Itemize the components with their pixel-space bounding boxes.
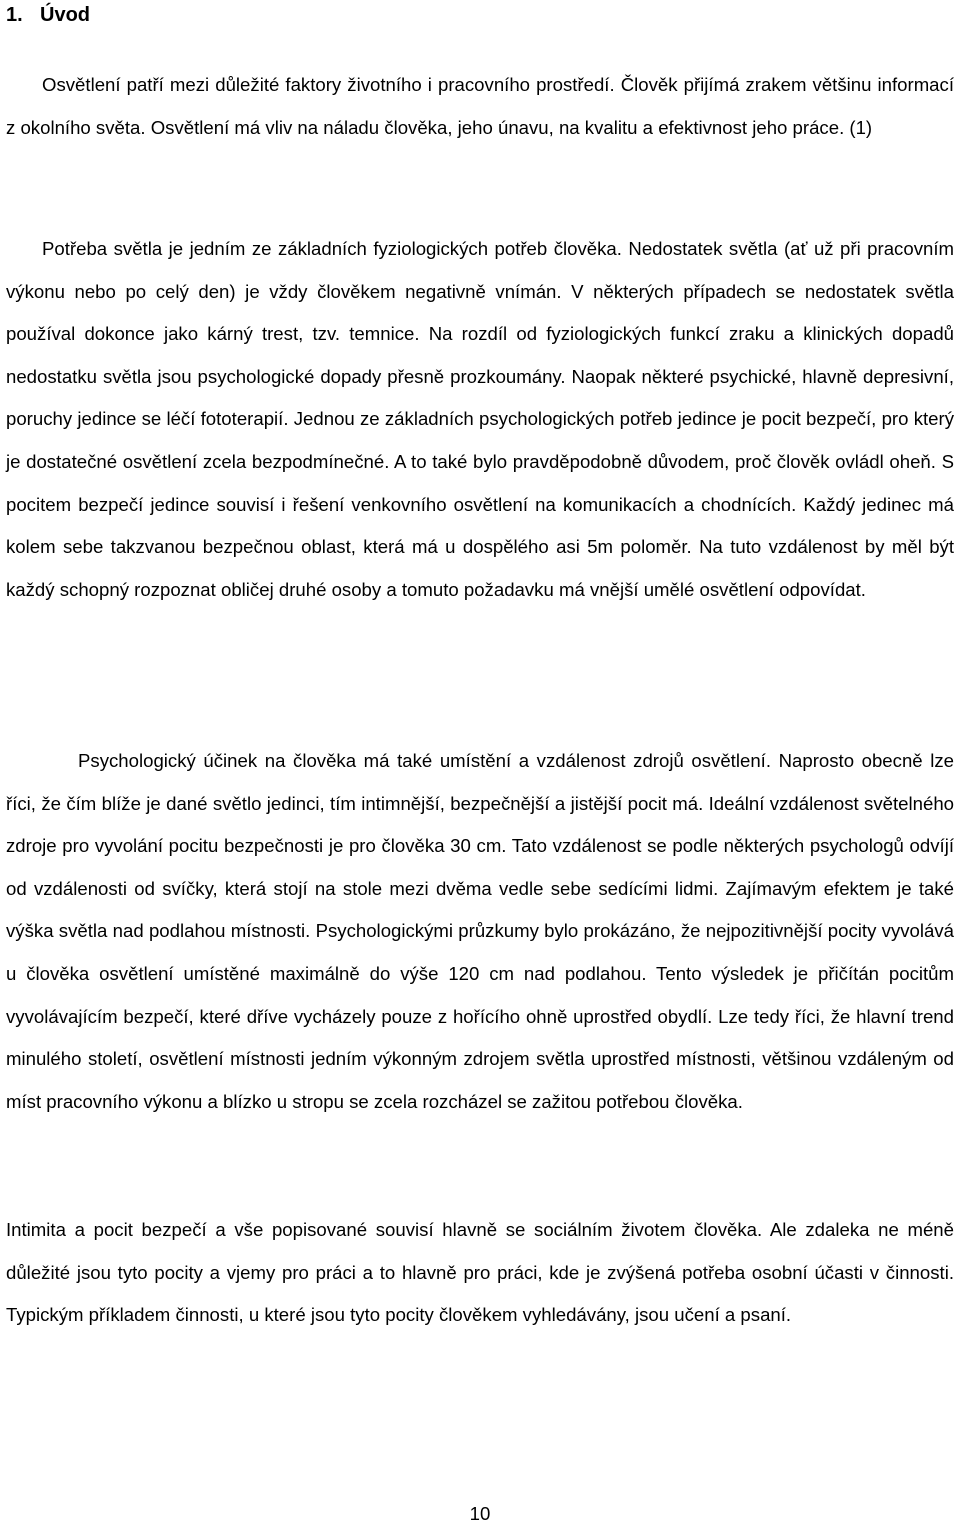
page-number: 10 xyxy=(469,1503,491,1524)
paragraph-light-needs: Potřeba světla je jedním ze základních fyziologických potřeb člověka. Nedostatek světla (ať už při pracovním výkonu nebo po celý den) je vždy člověkem negativně vnímán. V některých případech se nedostatek světla používal dokonce jako kárný trest, tzv. temnice. Na rozdíl od fyziologických funkcí zraku a klinických dopadů nedostatku světla jsou psychologické dopady přesně prozkoumány. Naopak některé psychické, hlavně depresivní, poruchy jedince se léčí fototerapií. Jednou ze základních psychologických potřeb jedince je pocit bezpečí, pro který je dostatečné osvětlení zcela bezpodmínečné. A to také bylo pravděpodobně důvodem, proč člověk ovládl oheň. S pocitem bezpečí jedince souvisí i řešení venkovního osvětlení na komunikacích a chodnících. Každý jedinec má kolem sebe takzvanou bezpečnou oblast, která má u dospělého asi 5m poloměr. Na tuto vzdálenost by měl být každý schopný rozpoznat obličej druhé osoby a tomuto požadavku má vnější umělé osvětlení odpovídat. xyxy=(6,238,954,600)
paragraph-intro: Osvětlení patří mezi důležité faktory životního i pracovního prostředí. Člověk přijímá zrakem většinu informací z okolního světa. Osvětlení má vliv na náladu člověka, jeho únavu, na kvalitu a efektivnost jeho práce. (1) xyxy=(6,74,954,138)
section-number: 1. xyxy=(6,4,23,26)
section-title: Úvod xyxy=(40,4,90,26)
paragraph-intimacy: Intimita a pocit bezpečí a vše popisované souvisí hlavně se sociálním životem člověka. Ale zdaleka ne méně důležité jsou tyto pocity a vjemy pro práci a to hlavně pro práci, kde je zvýšená potřeba osobní účasti v činnosti. Typickým příkladem činnosti, u které jsou tyto pocity člověkem vyhledávány, jsou učení a psaní. xyxy=(6,1219,954,1326)
section-heading xyxy=(6,2,90,28)
paragraph-psychological-effect: Psychologický účinek na člověka má také umístění a vzdálenost zdrojů osvětlení. Naprosto obecně lze říci, že čím blíže je dané světlo jedinci, tím intimnější, bezpečnější a jistější pocit má. Ideální vzdálenost světelného zdroje pro vyvolání pocitu bezpečnosti je pro člověka 30 cm. Tato vzdálenost se podle některých psychologů odvíjí od vzdálenosti od svíčky, která stojí na stole mezi dvěma vedle sebe sedícími lidmi. Zajímavým efektem je také výška světla nad podlahou místnosti. Psychologickými průzkumy bylo prokázáno, že nejpozitivnější pocity vyvolává u člověka osvětlení umístěné maximálně do výše 120 cm nad podlahou. Tento výsledek je přičítán pocitům vyvolávajícím bezpečí, které dříve vycházely pouze z hořícího ohně uprostřed obydlí. Lze tedy říci, že hlavní trend minulého století, osvětlení místnosti jedním výkonným zdrojem světla uprostřed místnosti, většinou vzdáleným od míst pracovního výkonu a blízko u stropu se zcela rozcházel se zažitou potřebou člověka. xyxy=(6,750,954,1112)
